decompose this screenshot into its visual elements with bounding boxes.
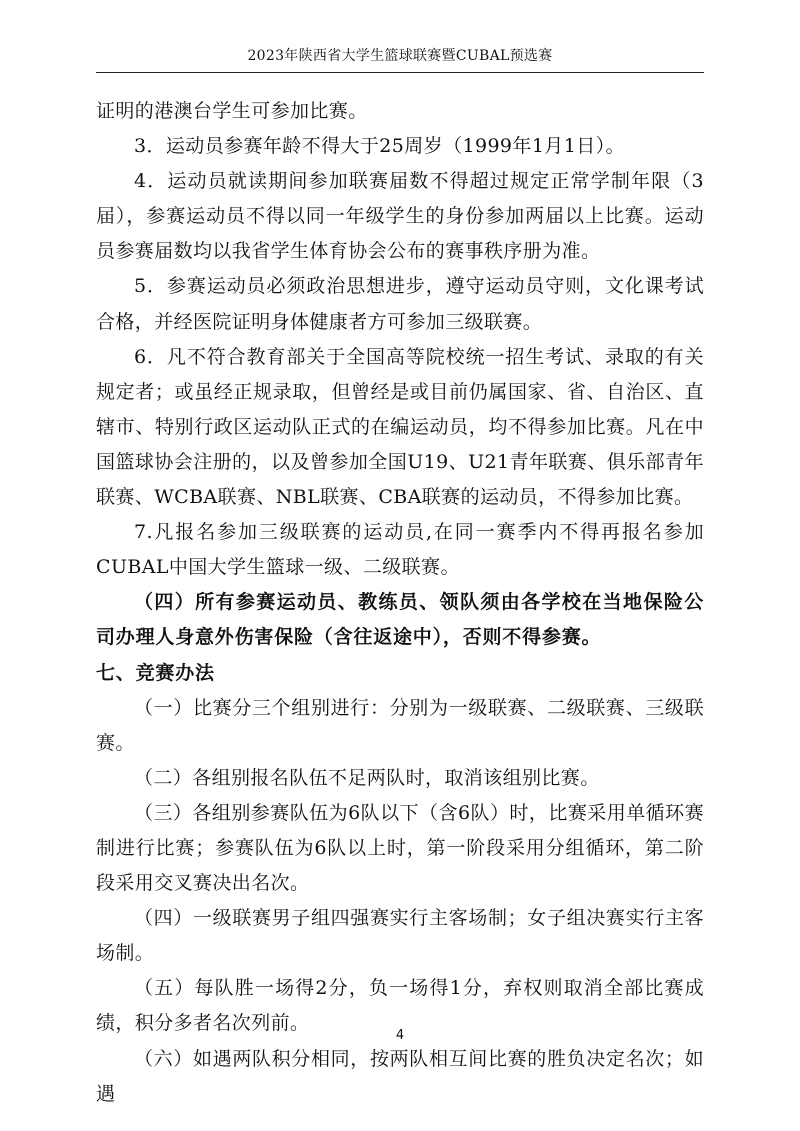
paragraph-rule-3: （三）各组别参赛队伍为6队以下（含6队）时，比赛采用单循环赛制进行比赛；参赛队伍为6队以上时，第一阶段采用分组循环，第二阶段采用交叉赛决出名次。 [96, 801, 704, 895]
header-divider [96, 72, 704, 73]
page-number: 4 [395, 1028, 405, 1043]
paragraph-registration-restriction: 7.凡报名参加三级联赛的运动员,在同一赛季内不得再报名参加CUBAL中国大学生篮球一级、二级联赛。 [96, 521, 704, 579]
paragraph-rule-6: （六）如遇两队积分相同，按两队相互间比赛的胜负决定名次；如遇 [96, 1047, 704, 1105]
paragraph-participation-limit: 4．运动员就读期间参加联赛届数不得超过规定正常学制年限（3届），参赛运动员不得以同一年级学生的身份参加两届以上比赛。运动员参赛届数均以我省学生体育协会公布的赛事秩序册为准。 [96, 170, 704, 263]
section-heading-competition-rules: 七、竞赛办法 [96, 661, 215, 684]
page-header-title: 2023年陕西省大学生篮球联赛暨CUBAL预选赛 [247, 48, 553, 64]
paragraph-health-requirement: 5．参赛运动员必须政治思想进步，遵守运动员守则，文化课考试合格，并经医院证明身体健康者方可参加三级联赛。 [96, 275, 704, 333]
paragraph-rule-4: （四）一级联赛男子组四强赛实行主客场制；女子组决赛实行主客场制。 [96, 907, 704, 965]
paragraph-insurance-requirement: （四）所有参赛运动员、教练员、领队须由各学校在当地保险公司办理人身意外伤害保险（含往返途中），否则不得参赛。 [96, 591, 704, 649]
paragraph-continuation: 证明的港澳台学生可参加比赛。 [96, 100, 368, 122]
paragraph-rule-1: （一）比赛分三个组别进行：分别为一级联赛、二级联赛、三级联赛。 [96, 696, 704, 754]
document-body [96, 94, 704, 1112]
paragraph-age-limit: 3．运动员参赛年龄不得大于25周岁（1999年1月1日）。 [134, 135, 625, 158]
paragraph-rule-5: （五）每队胜一场得2分，负一场得1分，弃权则取消全部比赛成绩，积分多者名次列前。 [96, 977, 704, 1035]
paragraph-rule-2: （二）各组别报名队伍不足两队时，取消该组别比赛。 [134, 766, 600, 789]
paragraph-eligibility-restriction: 6．凡不符合教育部关于全国高等院校统一招生考试、录取的有关规定者；或虽经正规录取，但曾经是或目前仍属国家、省、自治区、直辖市、特别行政区运动队正式的在编运动员，均不得参加比赛。凡在中国篮球协会注册的，以及曾参加全国U19、U21青年联赛、俱乐部青年联赛、WCBA联赛、NBL联赛、CBA联赛的运动员，不得参加比赛。 [96, 345, 704, 509]
